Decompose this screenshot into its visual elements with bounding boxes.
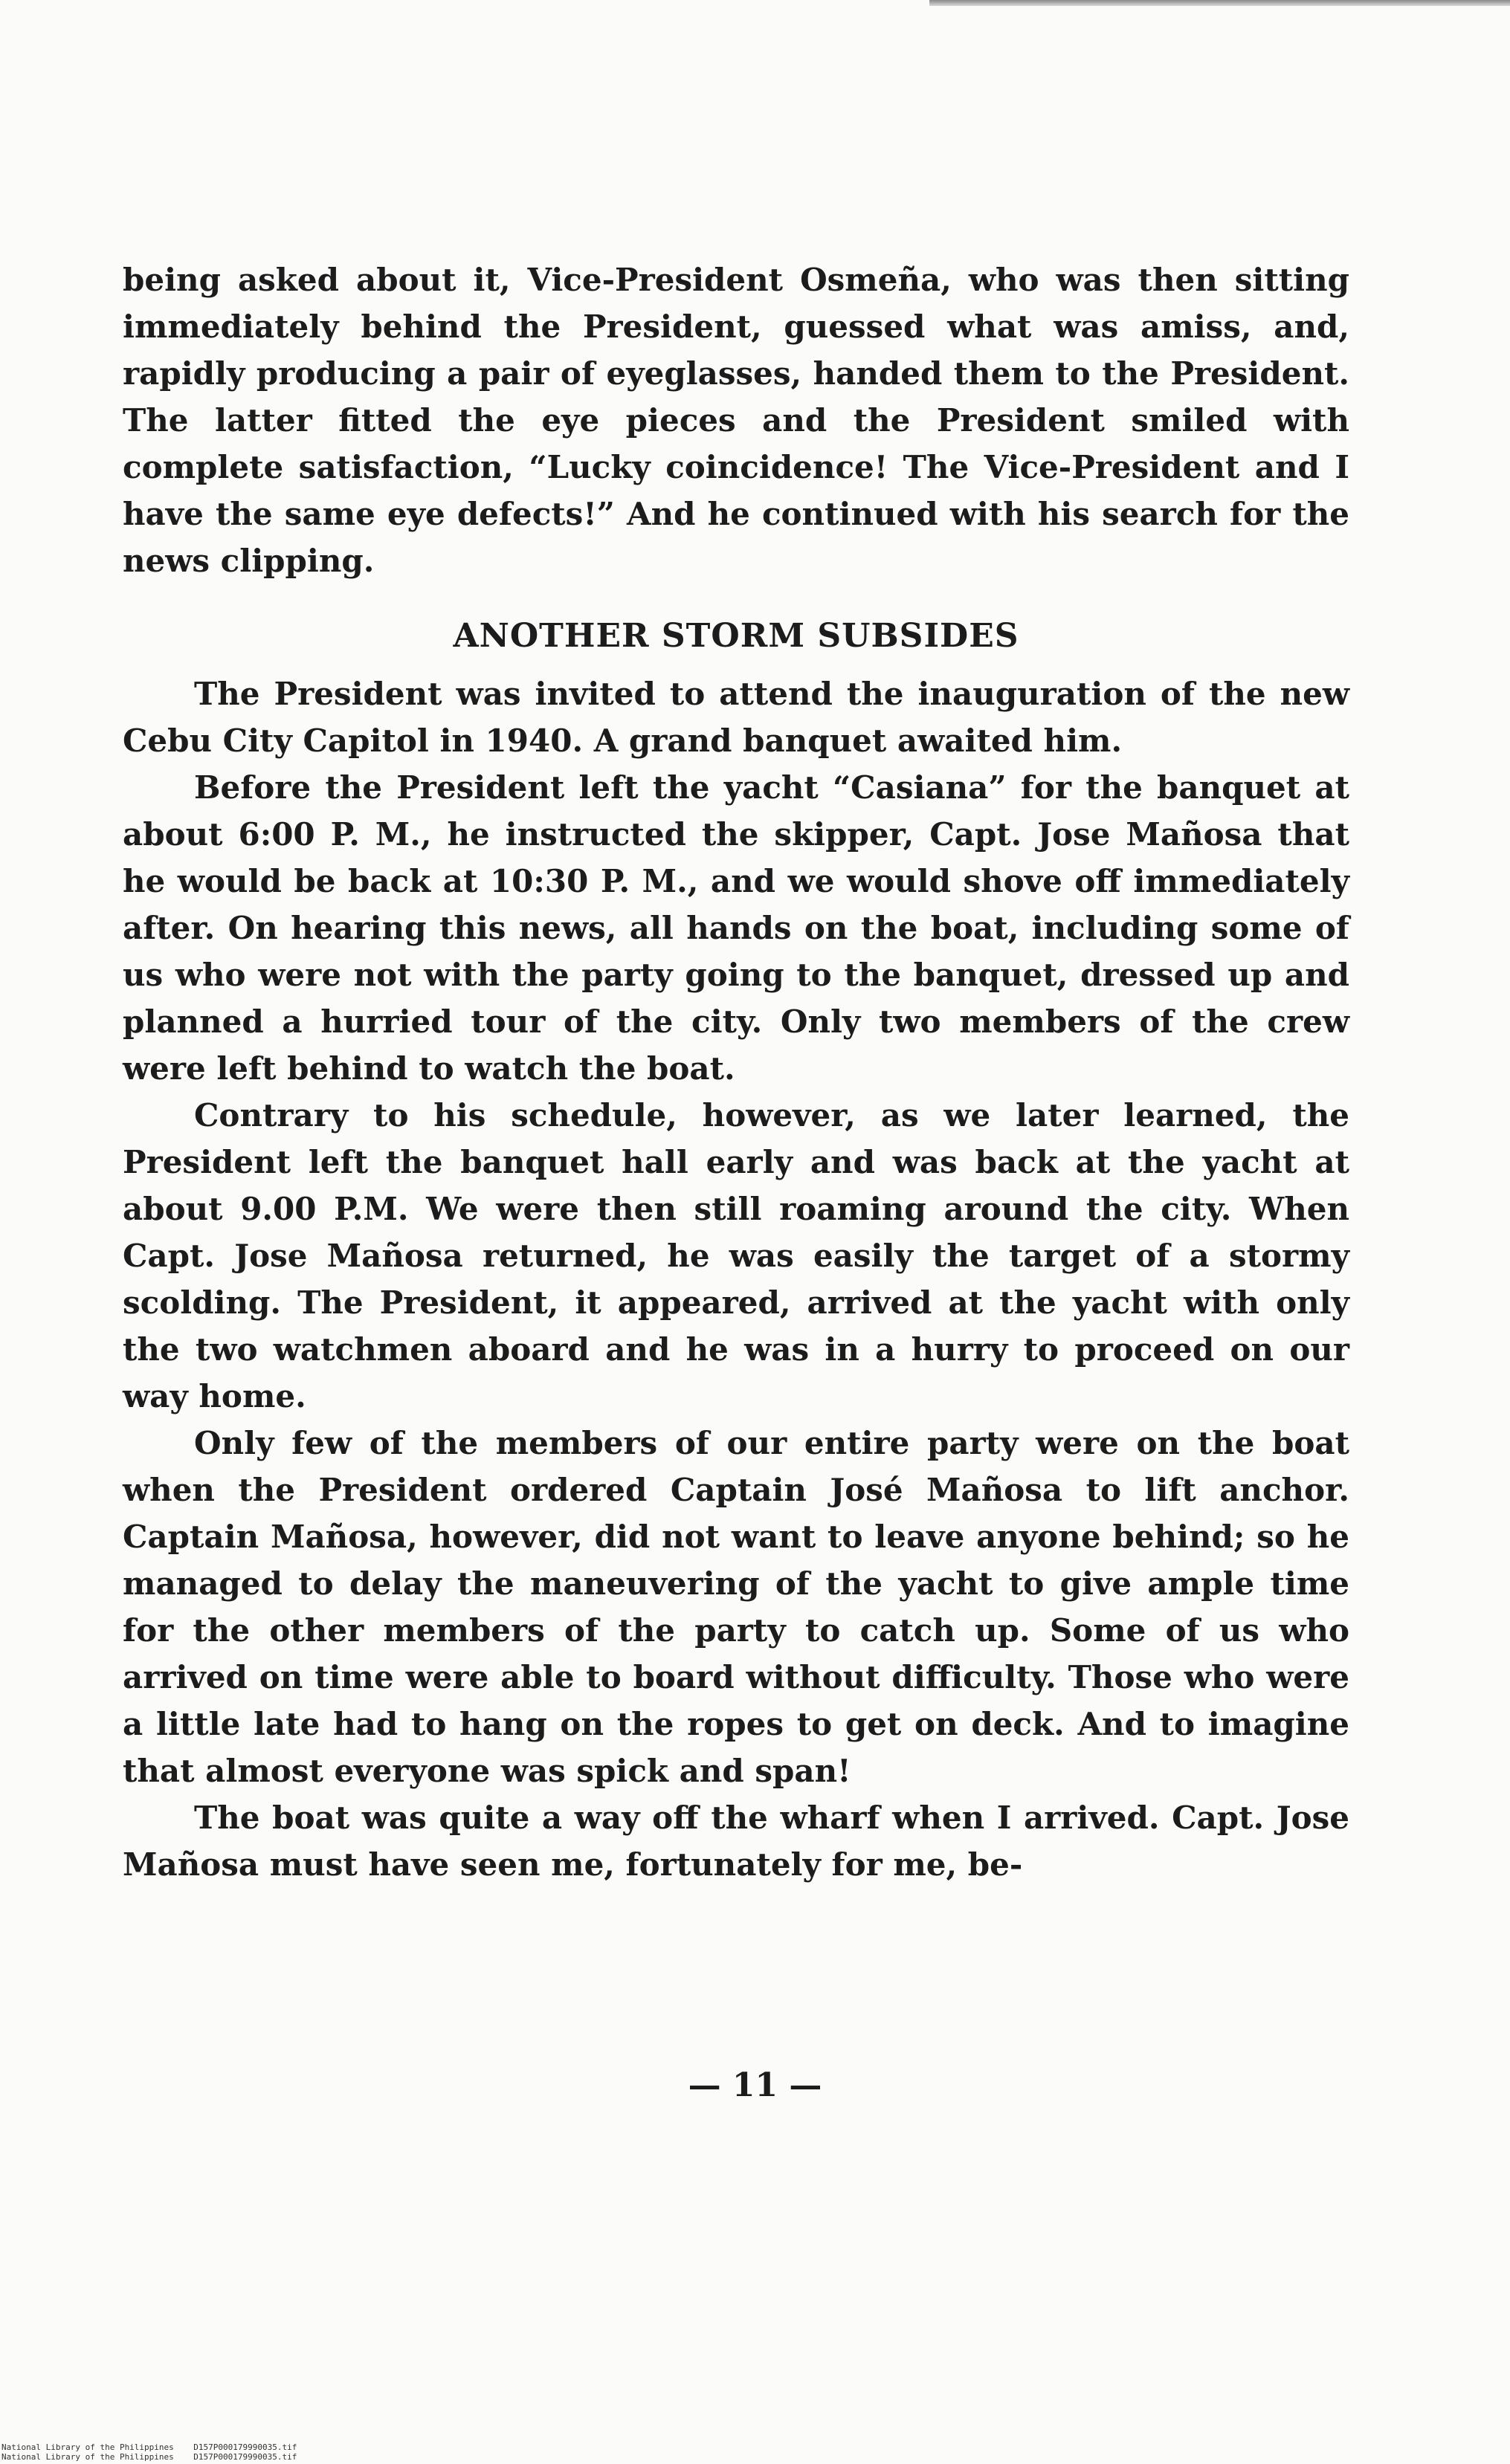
page-body-text [123, 256, 1349, 1888]
scan-footer [1, 2442, 297, 2462]
paragraph-continuation: being asked about it, Vice-President Osmeña, who was then sitting immediately behind the President, guessed what was amiss, and, rapidly producing a pair of eyeglasses, handed them to the President. The latter fitted the eye pieces and the President smiled with complete satisfaction, “Lucky coincidence! The Vice-President and I have the same eye defects!” And he continued with his search for the news clipping. [123, 262, 1349, 579]
scan-footer-line-2: National Library of the Philippines D157P000179990035.tif [1, 2452, 297, 2462]
scan-edge-shadow [929, 0, 1510, 6]
page-number: — 11 — [688, 2066, 822, 2104]
paragraph-3: Contrary to his schedule, however, as we later learned, the President left the banquet hall early and was back at the yacht at about 9.00 P.M. We were then still roaming around the city. When Capt. Jose Mañosa returned, he was easily the target of a stormy scolding. The President, it appeared, arrived at the yacht with only the two watchmen aboard and he was in a hurry to proceed on our way home. [123, 1097, 1349, 1414]
paragraph-2: Before the President left the yacht “Casiana” for the banquet at about 6:00 P. M., he instructed the skipper, Capt. Jose Mañosa that he would be back at 10:30 P. M., and we would shove off immediately after. On hearing this news, all hands on the boat, including some of us who were not with the party going to the banquet, dressed up and planned a hurried tour of the city. Only two members of the crew were left behind to watch the boat. [123, 769, 1349, 1087]
paragraph-4: Only few of the members of our entire party were on the boat when the President ordered Captain José Mañosa to lift anchor. Captain Mañosa, however, did not want to leave anyone behind; so he managed to delay the maneuvering of the yacht to give ample time for the other members of the party to catch up. Some of us who arrived on time were able to board without difficulty. Those who were a little late had to hang on the ropes to get on deck. And to imagine that almost everyone was spick and span! [123, 1425, 1349, 1789]
section-heading: ANOTHER STORM SUBSIDES [453, 617, 1019, 655]
scan-footer-line-1: National Library of the Philippines D157P000179990035.tif [1, 2442, 297, 2452]
paragraph-1: The President was invited to attend the inauguration of the new Cebu City Capitol in 1940. A grand banquet awaited him. [123, 676, 1349, 759]
paragraph-5: The boat was quite a way off the wharf when I arrived. Capt. Jose Mañosa must have seen me, fortunately for me, be- [123, 1800, 1349, 1883]
